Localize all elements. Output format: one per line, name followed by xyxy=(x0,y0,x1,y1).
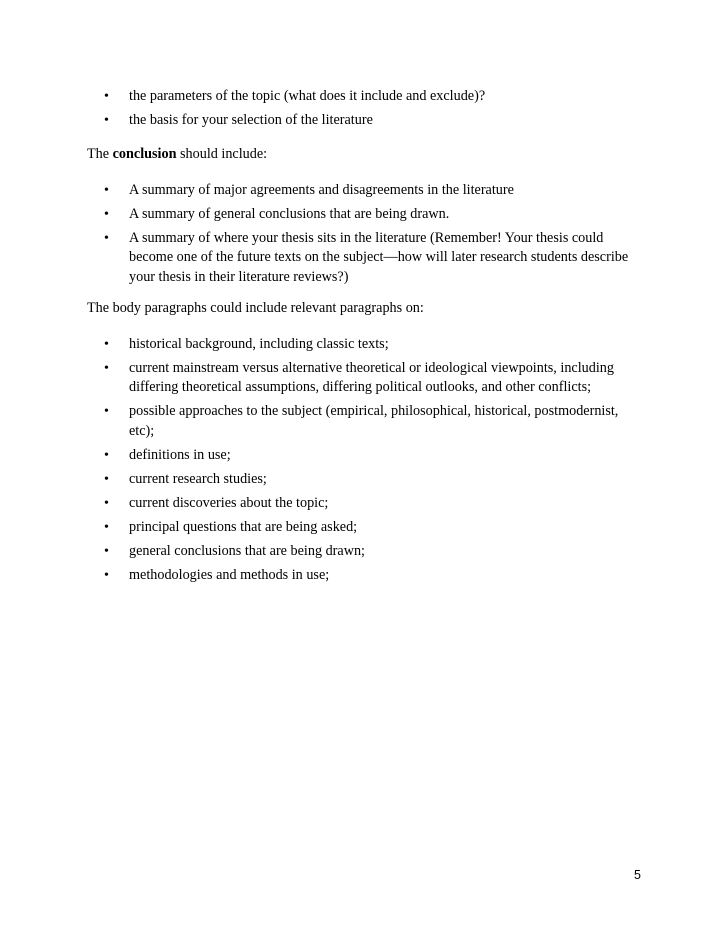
list-item xyxy=(0,494,639,513)
bullet-icon: • xyxy=(104,567,109,583)
list-item-text: principal questions that are being asked; xyxy=(129,518,358,535)
list-item-text: general conclusions that are being drawn; xyxy=(129,542,365,559)
list-item xyxy=(0,359,639,398)
list-item-text: current research studies; xyxy=(129,470,267,487)
bullet-icon: • xyxy=(104,519,109,535)
list-item xyxy=(0,470,639,489)
conclusion-list xyxy=(0,181,639,292)
list-item-text: possible approaches to the subject (empirical, philosophical, historical, postmodernist, etc); xyxy=(129,403,619,439)
bullet-icon: • xyxy=(104,113,109,128)
conclusion-intro-prefix: The xyxy=(87,146,113,162)
bullet-icon: • xyxy=(104,471,109,487)
list-item xyxy=(0,402,639,441)
list-item-text: definitions in use; xyxy=(129,446,231,463)
list-item-text: current mainstream versus alternative theoretical or ideological viewpoints, including differing theoretical assumptions, differing political outlooks, and other conflicts; xyxy=(129,360,614,396)
list-item xyxy=(0,542,639,561)
list-item-text: A summary of where your thesis sits in the literature (Remember! Your thesis could become one of the future texts on the subject—how will later research students describe your thesis in their literature reviews?) xyxy=(129,230,629,285)
list-item-text: methodologies and methods in use; xyxy=(129,566,330,583)
conclusion-intro xyxy=(87,145,267,164)
list-item-text: current discoveries about the topic; xyxy=(129,494,329,511)
conclusion-keyword: conclusion xyxy=(112,146,177,162)
bullet-icon: • xyxy=(104,231,109,246)
list-item xyxy=(0,111,639,130)
topic-scope-list xyxy=(0,87,639,135)
bullet-icon: • xyxy=(104,183,109,198)
body-paragraphs-intro: The body paragraphs could include relevant paragraphs on: xyxy=(87,300,424,316)
list-item-text: the parameters of the topic (what does it include and exclude)? xyxy=(129,88,486,104)
bullet-icon: • xyxy=(104,495,109,511)
bullet-icon: • xyxy=(104,207,109,222)
bullet-icon: • xyxy=(104,337,109,352)
bullet-icon: • xyxy=(104,361,109,376)
list-item xyxy=(0,229,639,287)
list-item xyxy=(0,87,639,106)
list-item xyxy=(0,181,639,200)
page-number: 5 xyxy=(634,868,641,882)
conclusion-intro-suffix: should include: xyxy=(176,146,268,162)
list-item xyxy=(0,446,639,465)
list-item xyxy=(0,205,639,224)
list-item xyxy=(0,566,639,585)
list-item xyxy=(0,518,639,537)
list-item-text: historical background, including classic texts; xyxy=(129,336,389,352)
body-paragraphs-list xyxy=(0,335,639,590)
list-item-text: the basis for your selection of the literature xyxy=(129,112,373,128)
bullet-icon: • xyxy=(104,404,109,420)
list-item xyxy=(0,335,639,354)
list-item-text: A summary of general conclusions that are being drawn. xyxy=(129,206,450,222)
bullet-icon: • xyxy=(104,543,109,559)
bullet-icon: • xyxy=(104,89,109,104)
bullet-icon: • xyxy=(104,447,109,463)
list-item-text: A summary of major agreements and disagreements in the literature xyxy=(129,182,514,198)
